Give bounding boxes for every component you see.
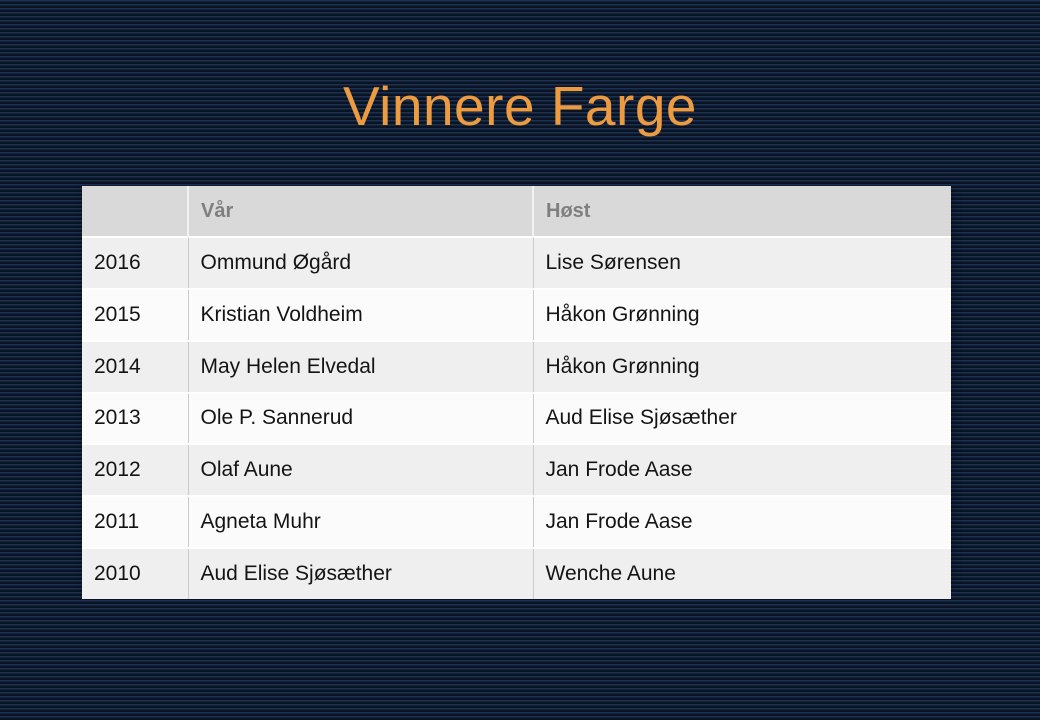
year-cell: 2015 [82, 289, 188, 341]
host-winner-cell: Håkon Grønning [533, 341, 951, 393]
var-winner-cell: Ole P. Sannerud [188, 393, 533, 445]
header-cell-host: Høst [533, 186, 951, 237]
host-winner-cell: Aud Elise Sjøsæther [533, 393, 951, 445]
var-winner-cell: May Helen Elvedal [188, 341, 533, 393]
host-winner-cell: Jan Frode Aase [533, 496, 951, 548]
table-row [82, 289, 951, 341]
year-cell: 2011 [82, 496, 188, 548]
year-cell: 2012 [82, 444, 188, 496]
year-cell: 2010 [82, 548, 188, 599]
table-row [82, 444, 951, 496]
table-row [82, 341, 951, 393]
header-cell-var: Vår [188, 186, 533, 237]
table-row [82, 496, 951, 548]
year-cell: 2014 [82, 341, 188, 393]
var-winner-cell: Kristian Voldheim [188, 289, 533, 341]
var-winner-cell: Aud Elise Sjøsæther [188, 548, 533, 599]
host-winner-cell: Lise Sørensen [533, 237, 951, 289]
year-cell: 2016 [82, 237, 188, 289]
host-winner-cell: Jan Frode Aase [533, 444, 951, 496]
slide-title: Vinnere Farge [342, 75, 698, 137]
var-winner-cell: Ommund Øgård [188, 237, 533, 289]
table-row [82, 393, 951, 445]
winners-table [82, 186, 951, 585]
header-cell-year [82, 186, 188, 237]
table-row [82, 548, 951, 599]
table-row [82, 237, 951, 289]
host-winner-cell: Wenche Aune [533, 548, 951, 599]
host-winner-cell: Håkon Grønning [533, 289, 951, 341]
year-cell: 2013 [82, 393, 188, 445]
var-winner-cell: Agneta Muhr [188, 496, 533, 548]
var-winner-cell: Olaf Aune [188, 444, 533, 496]
table-header-row [82, 186, 951, 237]
